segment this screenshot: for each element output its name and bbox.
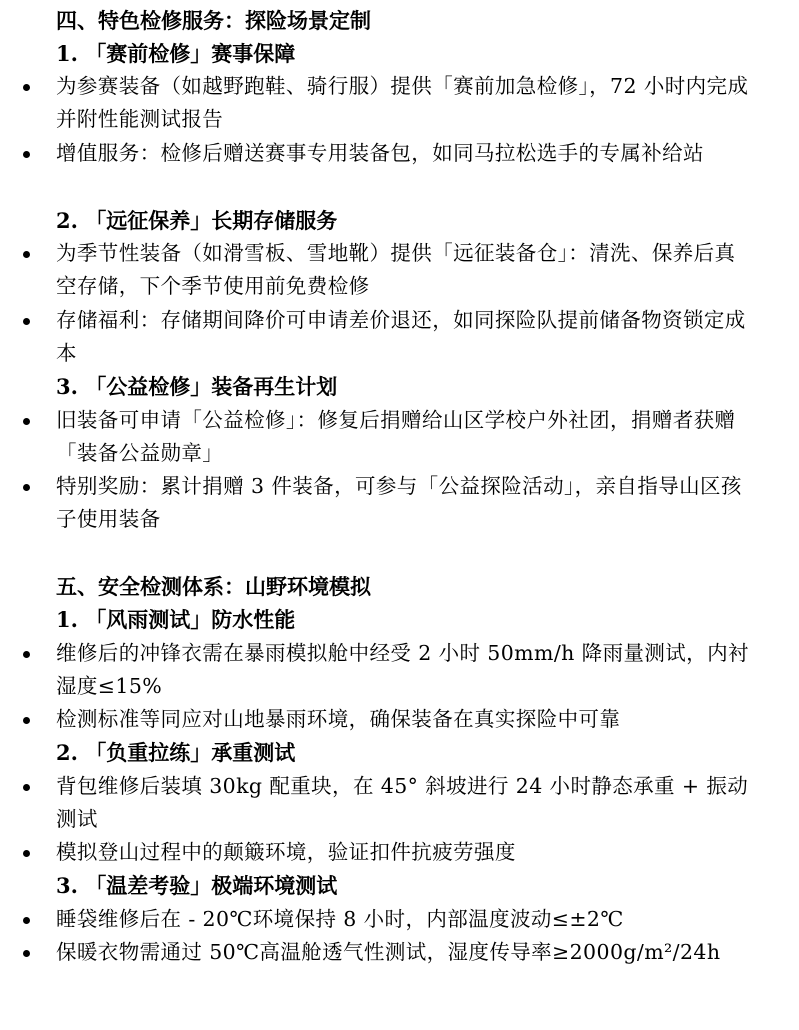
section-title-4: 四、特色检修服务：探险场景定制 [56,8,371,33]
subsection-title-5-2: 2. 「负重拉练」承重测试 [56,740,296,765]
list-item-text: 保暖衣物需通过 50℃高温舱透气性测试，湿度传导率≥2000g/m²/24h [56,940,721,964]
bullet-dot-icon [23,850,30,857]
list-item-text: 存储福利：存储期间降价可申请差价退还，如同探险队提前储备物资锁定成本 [56,308,746,365]
list-item-text: 背包维修后装填 30kg 配重块，在 45° 斜坡进行 24 小时静态承重 + 振动测试 [56,774,749,831]
bullet-dot-icon [23,651,30,658]
bullet-dot-icon [23,950,30,957]
bullet-dot-icon [23,251,30,258]
subsection-title-5-3: 3. 「温差考验」极端环境测试 [56,873,338,898]
list-item-text: 增值服务：检修后赠送赛事专用装备包，如同马拉松选手的专属补给站 [56,141,704,165]
bullet-dot-icon [23,917,30,924]
list-item-text: 为参赛装备（如越野跑鞋、骑行服）提供「赛前加急检修」，72 小时内完成并附性能测试报告 [56,74,749,131]
subsection-title-4-2: 2. 「远征保养」长期存储服务 [56,208,338,233]
list-item-text: 模拟登山过程中的颠簸环境，验证扣件抗疲劳强度 [56,840,516,864]
subsection-title-5-1: 1. 「风雨测试」防水性能 [56,607,296,632]
bullet-dot-icon [23,84,30,91]
bullet-dot-icon [23,484,30,491]
bullet-dot-icon [23,318,30,325]
bullet-dot-icon [23,717,30,724]
bullet-dot-icon [23,784,30,791]
bullet-dot-icon [23,418,30,425]
section-title-5: 五、安全检测体系：山野环境模拟 [56,574,371,599]
list-item-text: 旧装备可申请「公益检修」：修复后捐赠给山区学校户外社团，捐赠者获赠「装备公益勋章」 [56,408,736,465]
bullet-dot-icon [23,151,30,158]
list-item-text: 维修后的冲锋衣需在暴雨模拟舱中经受 2 小时 50mm/h 降雨量测试，内衬湿度≤15% [56,641,749,698]
list-item-text: 检测标准等同应对山地暴雨环境，确保装备在真实探险中可靠 [56,707,621,731]
list-item-text: 特别奖励：累计捐赠 3 件装备，可参与「公益探险活动」，亲自指导山区孩子使用装备 [56,474,742,531]
list-item-text: 睡袋维修后在 - 20℃环境保持 8 小时，内部温度波动≤±2℃ [56,907,624,931]
subsection-title-4-3: 3. 「公益检修」装备再生计划 [56,374,338,399]
subsection-title-4-1: 1. 「赛前检修」赛事保障 [56,41,296,66]
list-item-text: 为季节性装备（如滑雪板、雪地靴）提供「远征装备仓」：清洗、保养后真空存储，下个季节使用前免费检修 [56,241,736,298]
